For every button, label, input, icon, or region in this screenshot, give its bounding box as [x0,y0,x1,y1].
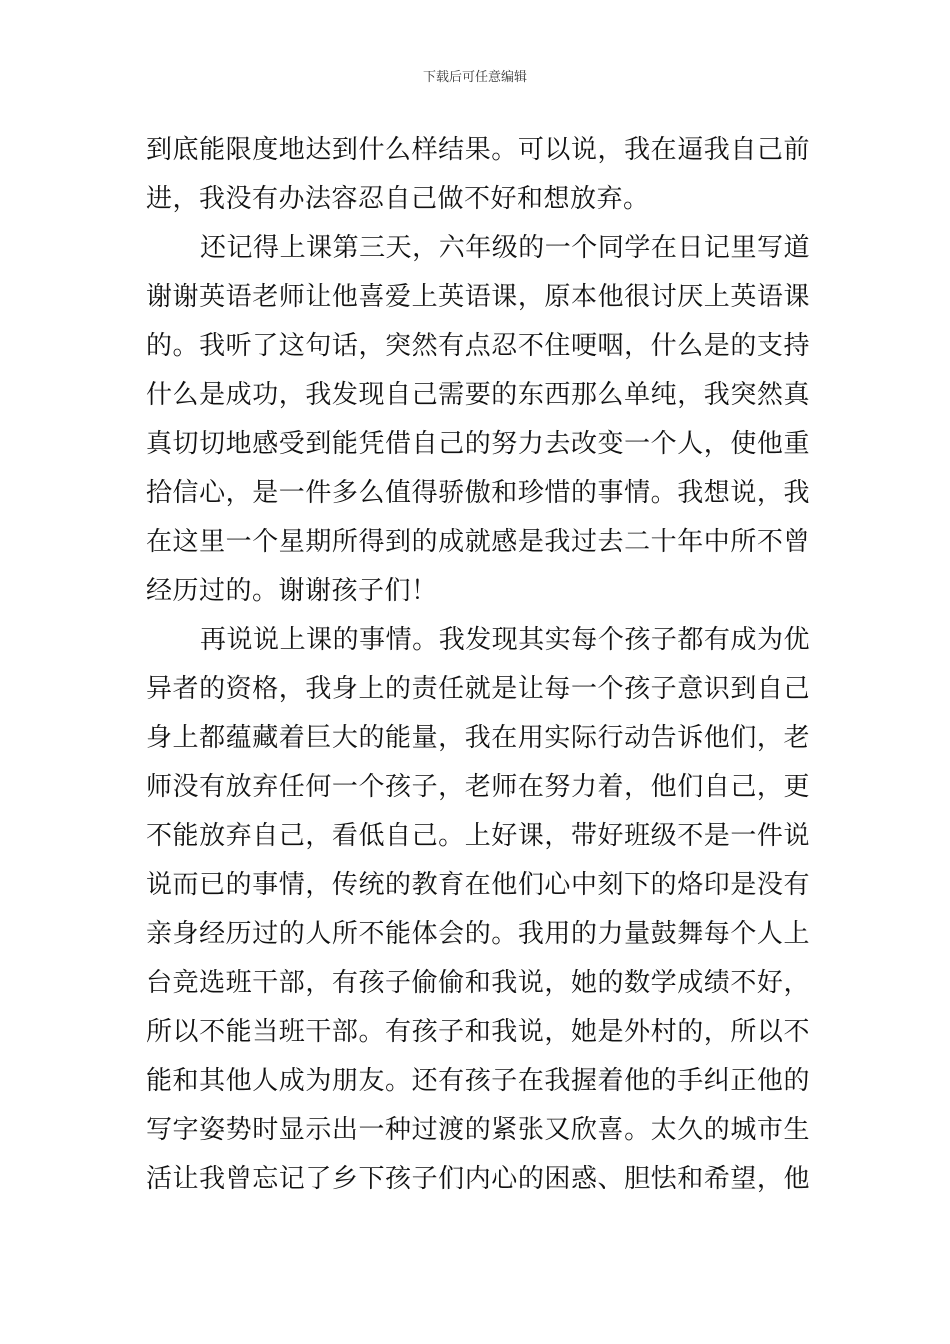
text-line: 说而已的事情，传统的教育在他们心中刻下的烙印是没有 [146,870,810,900]
text-line: 亲身经历过的人所不能体会的。我用的力量鼓舞每个人上 [146,919,810,949]
page-header: 下载后可任意编辑 [422,70,527,85]
text-line: 到底能限度地达到什么样结果。可以说，我在逼我自己前 [146,135,810,165]
text-line: 所以不能当班干部。有孩子和我说，她是外村的，所以不 [146,1017,810,1047]
text-line: 拾信心，是一件多么值得骄傲和珍惜的事情。我想说，我 [146,478,810,508]
text-line: 异者的资格，我身上的责任就是让每一个孩子意识到自己 [146,674,810,704]
text-line: 真切切地感受到能凭借自己的努力去改变一个人，使他重 [146,429,810,459]
text-line: 经历过的。谢谢孩子们！ [146,576,438,606]
text-line: 在这里一个星期所得到的成就感是我过去二十年中所不曾 [146,527,810,557]
text-line: 活让我曾忘记了乡下孩子们内心的困惑、胆怯和希望，他 [146,1164,810,1194]
text-line: 谢谢英语老师让他喜爱上英语课，原本他很讨厌上英语课 [146,282,810,312]
paragraph-first-line: 还记得上课第三天，六年级的一个同学在日记里写道 [200,233,810,263]
text-line: 什么是成功，我发现自己需要的东西那么单纯，我突然真 [146,380,810,410]
text-line: 师没有放弃任何一个孩子，老师在努力着，他们自己，更 [146,772,810,802]
text-line: 写字姿势时显示出一种过渡的紧张又欣喜。太久的城市生 [146,1115,810,1145]
text-line: 进，我没有办法容忍自己做不好和想放弃。 [146,184,650,214]
text-line: 不能放弃自己，看低自己。上好课，带好班级不是一件说 [146,821,810,851]
paragraph-first-line: 再说说上课的事情。我发现其实每个孩子都有成为优 [200,625,810,655]
body-text [146,126,810,1204]
text-line: 身上都蕴藏着巨大的能量，我在用实际行动告诉他们，老 [146,723,810,753]
text-line: 能和其他人成为朋友。还有孩子在我握着他的手纠正他的 [146,1066,810,1096]
text-line: 的。我听了这句话，突然有点忍不住哽咽，什么是的支持 [146,331,810,361]
text-line: 台竞选班干部，有孩子偷偷和我说，她的数学成绩不好， [146,968,810,998]
